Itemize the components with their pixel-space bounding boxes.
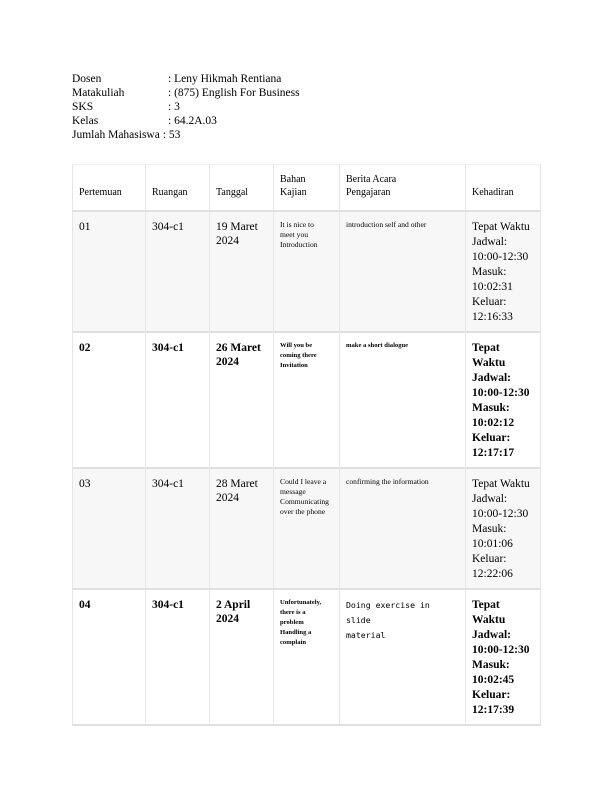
bahan-line2: message: [280, 487, 306, 496]
cell-kehadiran: [466, 333, 541, 469]
masuk-value: 10:02:31: [472, 281, 513, 293]
bahan-line1: It is nice to: [280, 220, 314, 229]
tanggal-line2: 2024: [216, 235, 239, 247]
cell-berita-acara: [340, 590, 466, 726]
status-label: Tepat Waktu: [472, 478, 530, 490]
cell-kehadiran: [466, 212, 541, 333]
tanggal-line1: 2 April: [216, 599, 251, 611]
status-label: Tepat Waktu: [472, 342, 506, 369]
bahan-line3: Invitation: [280, 362, 308, 369]
jadwal-value: 10:00-12:30: [472, 387, 530, 399]
header-berita-line1: Berita Acara: [346, 174, 397, 185]
berita-line2: material: [346, 630, 386, 640]
table-row: [72, 333, 541, 469]
keluar-value: 12:17:17: [472, 447, 515, 459]
info-label: Matakuliah: [72, 87, 125, 99]
header-pertemuan: Pertemuan: [72, 164, 146, 212]
course-info: [72, 72, 300, 142]
cell-ruangan: 304-c1: [146, 333, 210, 469]
header-kehadiran: Kehadiran: [466, 164, 541, 212]
header-bahan-line2: Kajian: [280, 187, 307, 198]
bahan-line2: there is a: [280, 609, 306, 616]
jadwal-label: Jadwal:: [472, 629, 511, 641]
cell-tanggal: [210, 333, 274, 469]
info-row-sks: [72, 100, 300, 114]
berita-line1: confirming the information: [346, 477, 429, 486]
bahan-line3: Communicating: [280, 497, 329, 506]
keluar-value: 12:22:06: [472, 568, 513, 580]
keluar-label: Keluar:: [472, 553, 507, 565]
keluar-label: Keluar:: [472, 689, 511, 701]
keluar-label: Keluar:: [472, 296, 507, 308]
cell-pertemuan: 04: [72, 590, 146, 726]
cell-ruangan: 304-c1: [146, 212, 210, 333]
info-label: Kelas: [72, 115, 99, 127]
cell-ruangan: 304-c1: [146, 590, 210, 726]
jadwal-label: Jadwal:: [472, 236, 508, 248]
table-row: [72, 469, 541, 590]
masuk-label: Masuk:: [472, 523, 507, 535]
cell-tanggal: [210, 469, 274, 590]
cell-berita-acara: [340, 333, 466, 469]
tanggal-line1: 26 Maret: [216, 342, 261, 354]
header-bahan-kajian: [274, 164, 340, 212]
info-label: SKS: [72, 101, 94, 113]
berita-line1: Doing exercise in slide: [346, 600, 430, 625]
keluar-value: 12:16:33: [472, 311, 513, 323]
cell-pertemuan: 02: [72, 333, 146, 469]
header-bahan-line1: Bahan: [280, 174, 306, 185]
info-row-dosen: [72, 72, 300, 86]
cell-ruangan: 304-c1: [146, 469, 210, 590]
attendance-table: [72, 164, 541, 726]
cell-berita-acara: [340, 212, 466, 333]
bahan-line2: coming there: [280, 352, 317, 359]
masuk-label: Masuk:: [472, 266, 507, 278]
berita-line1: make a short dialogue: [346, 342, 409, 349]
info-value: : 64.2A.03: [168, 115, 217, 127]
header-berita-line2: Pengajaran: [346, 187, 391, 198]
bahan-line1: Will you be: [280, 342, 313, 349]
cell-pertemuan: 01: [72, 212, 146, 333]
jadwal-label: Jadwal:: [472, 372, 511, 384]
cell-bahan-kajian: [274, 333, 340, 469]
jadwal-value: 10:00-12:30: [472, 644, 530, 656]
bahan-line4: Handling a: [280, 629, 312, 636]
bahan-line5: complain: [280, 639, 307, 646]
cell-bahan-kajian: [274, 590, 340, 726]
masuk-value: 10:02:12: [472, 417, 515, 429]
masuk-label: Masuk:: [472, 659, 510, 671]
bahan-line1: Unfortunately,: [280, 599, 322, 606]
status-label: Tepat Waktu: [472, 221, 530, 233]
status-label: Tepat Waktu: [472, 599, 506, 626]
keluar-label: Keluar:: [472, 432, 511, 444]
info-value: : Leny Hikmah Rentiana: [168, 73, 282, 85]
info-row-jumlah-mahasiswa: [72, 128, 300, 142]
header-berita-acara: [340, 164, 466, 212]
info-label: Jumlah Mahasiswa: [72, 129, 160, 141]
bahan-line3: Introduction: [280, 240, 318, 249]
jadwal-value: 10:00-12:30: [472, 508, 529, 520]
cell-tanggal: [210, 212, 274, 333]
cell-kehadiran: [466, 469, 541, 590]
info-label: Dosen: [72, 73, 102, 85]
masuk-label: Masuk:: [472, 402, 510, 414]
header-tanggal: Tanggal: [210, 164, 274, 212]
info-row-matakuliah: [72, 86, 300, 100]
header-ruangan: Ruangan: [146, 164, 210, 212]
cell-bahan-kajian: [274, 212, 340, 333]
bahan-line4: over the phone: [280, 507, 326, 516]
bahan-line3: problem: [280, 619, 304, 626]
table-row: [72, 590, 541, 726]
info-value: : 53: [162, 129, 181, 141]
bahan-line2: meet you: [280, 230, 309, 239]
berita-line1: introduction self and other: [346, 220, 427, 229]
cell-berita-acara: [340, 469, 466, 590]
tanggal-line2: 2024: [216, 613, 239, 625]
masuk-value: 10:01:06: [472, 538, 513, 550]
tanggal-line2: 2024: [216, 492, 239, 504]
jadwal-value: 10:00-12:30: [472, 251, 529, 263]
cell-bahan-kajian: [274, 469, 340, 590]
cell-kehadiran: [466, 590, 541, 726]
keluar-value: 12:17:39: [472, 704, 515, 716]
jadwal-label: Jadwal:: [472, 493, 508, 505]
table-header-row: [72, 164, 541, 212]
tanggal-line1: 19 Maret: [216, 221, 258, 233]
bahan-line1: Could I leave a: [280, 477, 327, 486]
info-value: : (875) English For Business: [168, 87, 300, 99]
info-row-kelas: [72, 114, 300, 128]
cell-pertemuan: 03: [72, 469, 146, 590]
masuk-value: 10:02:45: [472, 674, 515, 686]
tanggal-line2: 2024: [216, 356, 239, 368]
cell-tanggal: [210, 590, 274, 726]
info-value: : 3: [168, 101, 180, 113]
table-row: [72, 212, 541, 333]
tanggal-line1: 28 Maret: [216, 478, 258, 490]
